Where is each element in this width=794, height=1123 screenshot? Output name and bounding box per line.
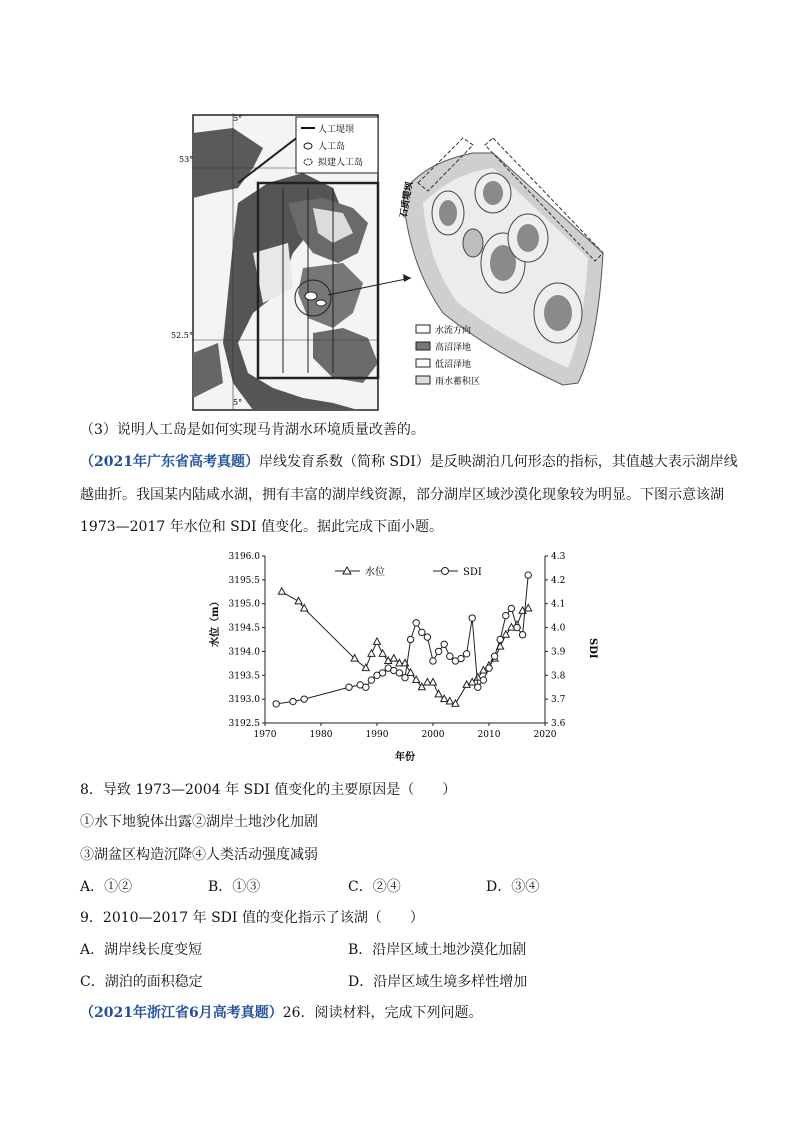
legend-sdi: SDI [463, 567, 482, 578]
y2-tick-label: 3.7 [551, 695, 566, 706]
y-tick-label: 3193.0 [228, 695, 260, 706]
legend-high-wetland-label: 高沼泽地 [435, 343, 472, 353]
legend-rain-label: 雨水蓄积区 [435, 377, 481, 387]
sdi-point [435, 648, 441, 654]
x-tick-label: 1990 [365, 730, 389, 740]
sdi-point [475, 684, 481, 690]
water-level-sdi-chart [205, 548, 600, 763]
water-level-point [374, 638, 381, 645]
y-tick-label: 3195.5 [228, 575, 260, 586]
sdi-line [276, 575, 528, 704]
lon-bottom-label: 5° [233, 398, 243, 407]
water-level-point [278, 588, 285, 595]
sdi-point [402, 674, 408, 680]
y2-tick-label: 4.0 [551, 623, 566, 634]
water-level-point [362, 664, 369, 671]
sdi-point [486, 665, 492, 671]
chart-legend [335, 565, 482, 578]
legend-dam-label: 人工堤坝 [318, 125, 355, 135]
sdi-point [497, 636, 503, 642]
q8-option-b[interactable]: B．①③ [208, 879, 261, 895]
question-26-text: 26．阅读材料，完成下列问题。 [282, 1005, 483, 1021]
intro-line-3: 1973—2017 年水位和 SDI 值变化。据此完成下面小题。 [80, 519, 443, 535]
lat-bottom-label: 52.5° [171, 331, 193, 340]
water-level-point [407, 669, 414, 676]
y2-axis-label: SDI [587, 638, 598, 659]
sdi-point [441, 641, 447, 647]
question-26-line [80, 1003, 483, 1023]
legend-planned-island-label: 拟建人工岛 [318, 158, 364, 168]
question-9-stem: 9．2010—2017 年 SDI 值的变化指示了该湖（ ） [80, 910, 424, 926]
q9-option-c[interactable]: C．湖泊的面积稳定 [80, 974, 203, 990]
sdi-point [368, 677, 374, 683]
source-label-guangdong: （2021年广东省高考真题） [80, 454, 259, 470]
water-level-point [430, 678, 437, 685]
question-8-statement-1: ①水下地貌体出露②湖岸土地沙化加剧 [80, 814, 318, 830]
sdi-point [430, 658, 436, 664]
source-label-zhejiang: （2021年浙江省6月高考真题） [80, 1005, 283, 1021]
q8-option-d[interactable]: D．③④ [486, 879, 540, 895]
x-tick-label: 1980 [309, 730, 333, 740]
sdi-point [301, 696, 307, 702]
y-tick-label: 3195.0 [228, 599, 260, 610]
lon-top-label: 5° [233, 114, 243, 123]
x-axis-label: 年份 [395, 752, 415, 763]
y2-tick-label: 3.9 [551, 647, 566, 658]
sdi-point [413, 620, 419, 626]
sdi-point [503, 612, 509, 618]
question-8-statement-2: ③湖盆区构造沉降④人类活动强度减弱 [80, 847, 318, 863]
y-axis-label: 水位（m） [210, 596, 221, 647]
y2-tick-label: 4.3 [551, 552, 566, 562]
question-8-stem: 8．导致 1973—2004 年 SDI 值变化的主要原因是（ ） [80, 782, 457, 798]
sdi-point [447, 653, 453, 659]
sdi-point [346, 684, 352, 690]
y2-tick-label: 4.2 [551, 575, 566, 586]
legend-flow-label: 水流方向 [435, 326, 472, 336]
sdi-point [396, 670, 402, 676]
water-level-point [435, 690, 442, 697]
sdi-point [419, 629, 425, 635]
y-tick-label: 3193.5 [228, 671, 260, 682]
sdi-point [407, 636, 413, 642]
sdi-point [273, 701, 279, 707]
water-level-line [282, 592, 528, 704]
q8-option-c[interactable]: C．②④ [348, 879, 401, 895]
q9-option-a[interactable]: A．湖岸线长度变短 [80, 942, 203, 958]
sdi-point [508, 605, 514, 611]
y2-tick-label: 3.6 [551, 719, 566, 729]
question-3: （3）说明人工岛是如何实现马肯湖水环境质量改善的。 [80, 422, 425, 438]
lat-top-label: 53° [179, 155, 194, 164]
sdi-point [463, 651, 469, 657]
intro-text-1: 岸线发育系数（简称 SDI）是反映湖泊几何形态的指标，其值越大表示湖岸线 [258, 454, 738, 470]
sdi-point [525, 572, 531, 578]
x-tick-label: 2000 [421, 730, 445, 740]
sdi-point [363, 684, 369, 690]
lake-map-figure [171, 113, 607, 410]
legend-water-level: 水位 [365, 567, 385, 578]
sdi-point [458, 655, 464, 661]
sdi-point [290, 698, 296, 704]
q9-option-b[interactable]: B．沿岸区域土地沙漠化加剧 [348, 942, 527, 958]
sdi-point [424, 634, 430, 640]
intro-line-1 [80, 452, 738, 472]
water-level-point [390, 655, 397, 662]
y2-tick-label: 4.1 [551, 599, 566, 610]
legend-low-wetland-label: 低沼泽地 [435, 360, 472, 370]
stone-dam-label: 石质堤坝 [399, 181, 416, 219]
sdi-point [514, 624, 520, 630]
water-level-point [368, 650, 375, 657]
y-tick-label: 3194.5 [228, 623, 260, 634]
sdi-point [519, 632, 525, 638]
x-tick-label: 2020 [533, 730, 557, 740]
y-tick-label: 3192.5 [228, 719, 260, 729]
sdi-point [469, 615, 475, 621]
intro-line-2: 越曲折。我国某内陆咸水湖，拥有丰富的湖岸线资源，部分湖岸区域沙漠化现象较为明显。下图示意该湖 [80, 487, 724, 503]
water-level-point [295, 597, 302, 604]
q8-option-a[interactable]: A．①② [80, 879, 133, 895]
y-tick-label: 3194.0 [228, 647, 260, 658]
q9-option-d[interactable]: D．沿岸区域生境多样性增加 [348, 974, 528, 990]
legend-island-label: 人工岛 [318, 142, 346, 152]
water-level-point [379, 650, 386, 657]
y2-tick-label: 3.8 [551, 671, 566, 682]
sdi-point [379, 670, 385, 676]
y-tick-label: 3196.0 [228, 552, 260, 562]
sdi-point [480, 677, 486, 683]
sdi-point [491, 653, 497, 659]
x-tick-label: 2010 [477, 730, 501, 740]
x-tick-label: 1970 [253, 730, 277, 740]
